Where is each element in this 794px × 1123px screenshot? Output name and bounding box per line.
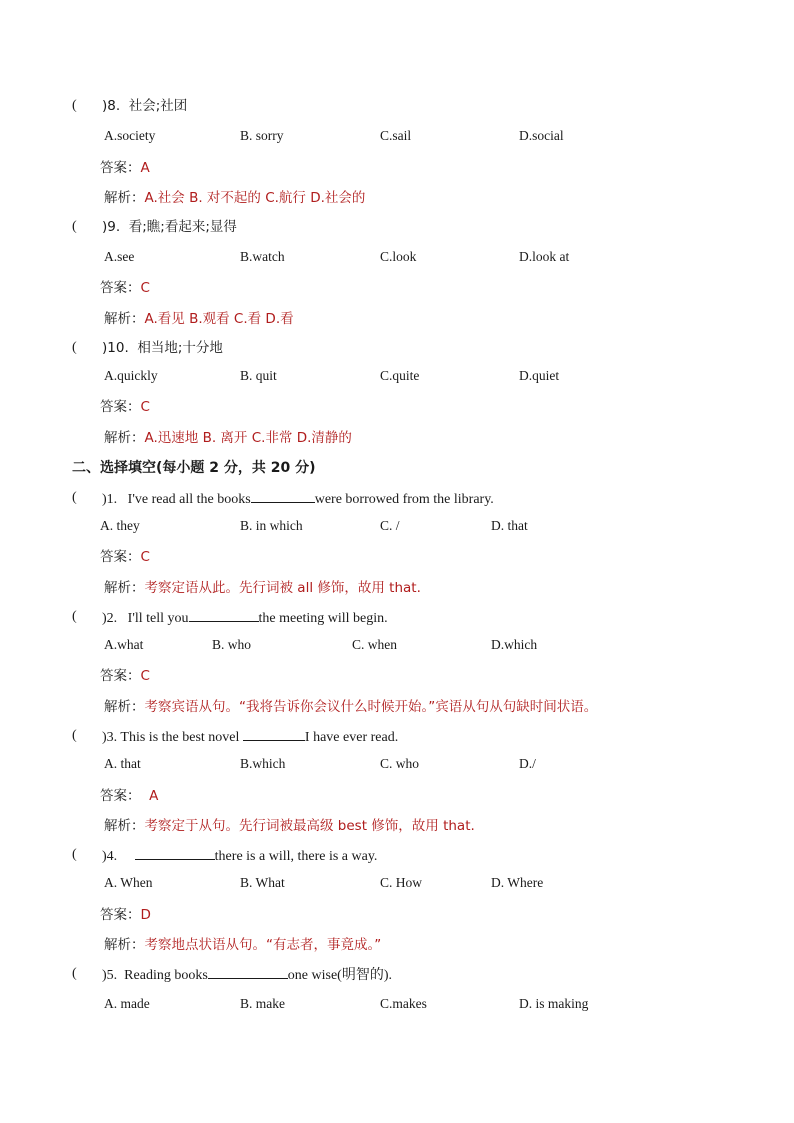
answer-label: 答案： bbox=[100, 549, 141, 565]
question-stem-end: there is a will, there is a way. bbox=[214, 849, 378, 864]
question-stem-end: were borrowed from the library. bbox=[314, 492, 494, 507]
explanation-text: A.看见 B.观看 C.看 D.看 bbox=[144, 311, 294, 327]
option-a: A.see bbox=[104, 249, 135, 264]
option-c: C. when bbox=[352, 637, 397, 652]
explanation-line bbox=[104, 814, 475, 834]
question-paren: ( bbox=[72, 728, 77, 743]
question-stem-end: I have ever read. bbox=[304, 730, 399, 745]
answer-blank bbox=[208, 964, 288, 979]
answer-label: 答案： bbox=[100, 280, 141, 296]
option-d: D. that bbox=[491, 518, 528, 533]
explanation-label: 解析： bbox=[104, 937, 145, 953]
option-d: D. is making bbox=[519, 996, 589, 1011]
option-b: B. in which bbox=[240, 518, 303, 533]
option-d: D.social bbox=[519, 128, 564, 143]
question-number: )4. bbox=[102, 849, 118, 864]
answer-blank bbox=[189, 607, 259, 622]
option-b: B.which bbox=[240, 756, 286, 771]
question-paren: ( bbox=[72, 340, 77, 355]
option-b: B. sorry bbox=[240, 128, 284, 143]
question-stem: 看;瞧;看起来;显得 bbox=[128, 219, 237, 235]
answer-value: A bbox=[140, 160, 150, 176]
answer-blank bbox=[135, 845, 215, 860]
option-b: B.watch bbox=[240, 249, 285, 264]
explanation-line bbox=[104, 186, 365, 206]
option-a: A. made bbox=[104, 996, 150, 1011]
explanation-text: 考察地点状语从句。“有志者，事竟成。” bbox=[144, 937, 382, 953]
question-stem: 相当地;十分地 bbox=[137, 340, 223, 356]
explanation-text: A.社会 B. 对不起的 C.航行 D.社会的 bbox=[144, 190, 366, 206]
answer-line bbox=[100, 156, 150, 176]
option-d: D.look at bbox=[519, 249, 570, 264]
explanation-label: 解析： bbox=[104, 580, 145, 596]
section-title: 二、选择填空(每小题 2 分，共 20 分) bbox=[72, 460, 316, 476]
question-stem-start: I'll tell you bbox=[127, 611, 189, 626]
explanation-text: 考察定语从此。先行词被 all 修饰，故用 that. bbox=[144, 580, 421, 596]
option-c: C.look bbox=[380, 249, 417, 264]
explanation-label: 解析： bbox=[104, 430, 145, 446]
option-a: A.what bbox=[104, 637, 144, 652]
question-number: )8. bbox=[102, 98, 121, 114]
explanation-label: 解析： bbox=[104, 311, 145, 327]
explanation-label: 解析： bbox=[104, 699, 145, 715]
question-stem-end: the meeting will begin. bbox=[258, 611, 388, 626]
option-c: C. / bbox=[380, 518, 400, 533]
answer-line bbox=[100, 395, 150, 415]
option-c: C.quite bbox=[380, 368, 420, 383]
question-paren: ( bbox=[72, 966, 77, 981]
question-number: )10. bbox=[102, 340, 129, 356]
answer-line bbox=[100, 664, 150, 684]
answer-line bbox=[100, 276, 150, 296]
question-paren: ( bbox=[72, 219, 77, 234]
option-a: A. they bbox=[100, 518, 140, 533]
explanation-text: 考察定于从句。先行词被最高级 best 修饰，故用 that. bbox=[144, 818, 475, 834]
question-stem: 社会;社团 bbox=[128, 98, 188, 114]
question-number: )5. bbox=[102, 968, 118, 983]
explanation-label: 解析： bbox=[104, 190, 145, 206]
option-d: D.which bbox=[491, 637, 538, 652]
explanation-text: 考察宾语从句。“我将告诉你会议什么时候开始。”宾语从句从句缺时间状语。 bbox=[144, 699, 598, 715]
question-stem-end: one wise(明智的). bbox=[287, 968, 392, 983]
question-number: )2. bbox=[102, 611, 118, 626]
answer-label: 答案： bbox=[100, 160, 141, 176]
question-number: )1. bbox=[102, 492, 118, 507]
answer-label: 答案： bbox=[100, 907, 141, 923]
explanation-line bbox=[104, 933, 381, 953]
option-a: A. When bbox=[104, 875, 153, 890]
explanation-label: 解析： bbox=[104, 818, 145, 834]
option-b: B. make bbox=[240, 996, 285, 1011]
answer-blank bbox=[243, 726, 305, 741]
option-c: C. How bbox=[380, 875, 423, 890]
explanation-line bbox=[104, 307, 294, 327]
answer-line bbox=[100, 545, 150, 565]
question-number: )3. bbox=[102, 730, 118, 745]
option-c: C.sail bbox=[380, 128, 412, 143]
option-c: C. who bbox=[380, 756, 420, 771]
explanation-text: A.迅速地 B. 离开 C.非常 D.清静的 bbox=[144, 430, 352, 446]
question-paren: ( bbox=[72, 490, 77, 505]
answer-value: A bbox=[149, 788, 159, 804]
option-c: C.makes bbox=[380, 996, 427, 1011]
option-d: D. Where bbox=[491, 875, 544, 890]
question-paren: ( bbox=[72, 609, 77, 624]
question-paren: ( bbox=[72, 98, 77, 113]
answer-label: 答案： bbox=[100, 399, 141, 415]
answer-blank bbox=[251, 488, 315, 503]
answer-label: 答案： bbox=[100, 788, 141, 804]
option-a: A.society bbox=[104, 128, 156, 143]
question-stem-start: Reading books bbox=[124, 968, 208, 983]
answer-value: C bbox=[140, 399, 150, 415]
question-stem-start: I've read all the books bbox=[127, 492, 251, 507]
answer-value: D bbox=[140, 907, 151, 923]
answer-value: C bbox=[140, 280, 150, 296]
explanation-line bbox=[104, 695, 597, 715]
option-a: A.quickly bbox=[104, 368, 158, 383]
option-b: B. quit bbox=[240, 368, 277, 383]
option-d: D./ bbox=[519, 756, 536, 771]
answer-value: C bbox=[140, 549, 150, 565]
answer-value: C bbox=[140, 668, 150, 684]
answer-line bbox=[100, 784, 158, 804]
option-d: D.quiet bbox=[519, 368, 560, 383]
option-a: A. that bbox=[104, 756, 141, 771]
question-number: )9. bbox=[102, 219, 121, 235]
answer-line bbox=[100, 903, 151, 923]
explanation-line bbox=[104, 576, 421, 596]
answer-label: 答案： bbox=[100, 668, 141, 684]
option-b: B. who bbox=[212, 637, 252, 652]
question-paren: ( bbox=[72, 847, 77, 862]
option-b: B. What bbox=[240, 875, 285, 890]
explanation-line bbox=[104, 426, 352, 446]
question-stem-start: This is the best novel bbox=[120, 730, 240, 745]
